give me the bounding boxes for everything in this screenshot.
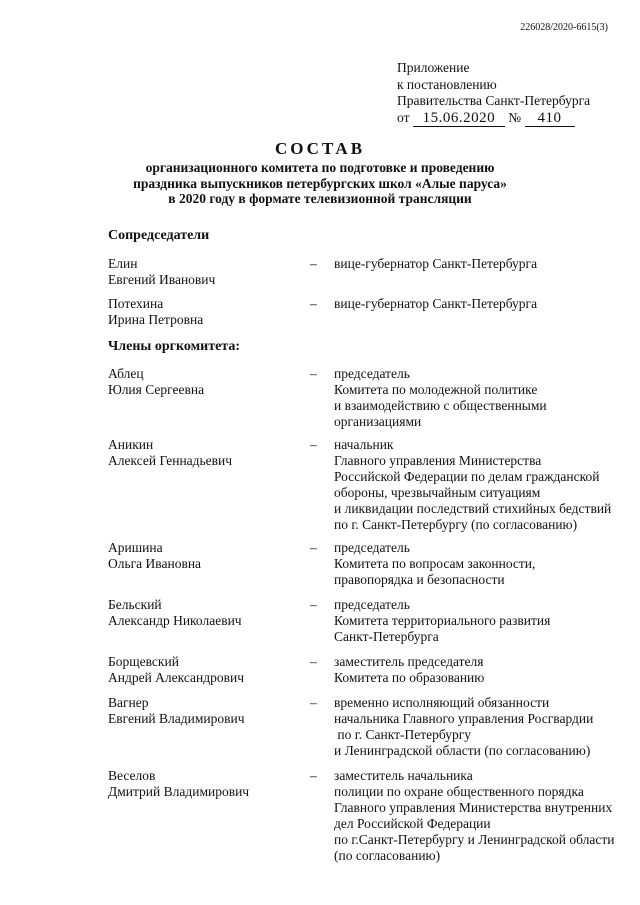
title-line-1: организационного комитета по подготовке и проведению — [145, 160, 495, 175]
appendix-line-2: к постановлению — [397, 76, 497, 92]
position-line: и ликвидации последствий стихийных бедствий — [334, 501, 612, 516]
position-line: председатель — [334, 540, 410, 555]
member-name — [108, 768, 298, 800]
position-line: по г. Санкт-Петербургу — [334, 727, 472, 742]
position-line: Комитета по вопросам законности, — [334, 556, 536, 571]
member-surname: Вагнер — [108, 695, 149, 710]
position-line: начальника Главного управления Росгвардии — [334, 711, 594, 726]
member-name — [108, 437, 298, 469]
dash-separator: – — [310, 296, 317, 311]
appendix-block — [397, 60, 590, 127]
member-surname: Аникин — [108, 437, 154, 452]
appendix-date-line — [397, 110, 590, 127]
member-surname: Веселов — [108, 768, 156, 783]
position-line: временно исполняющий обязанности — [334, 695, 550, 710]
dash-separator: – — [310, 256, 317, 271]
position-line: вице-губернатор Санкт-Петербурга — [334, 296, 538, 311]
position-line: организациями — [334, 414, 422, 429]
dash-separator: – — [310, 654, 317, 669]
resolution-date: 15.06.2020 — [413, 111, 505, 127]
number-label: № — [508, 109, 522, 125]
position-line: Санкт-Петербурга — [334, 629, 439, 644]
position-line: по г. Санкт-Петербургу (по согласованию) — [334, 517, 578, 532]
title-block — [0, 138, 640, 207]
position-line: заместитель председателя — [334, 654, 484, 669]
member-name — [108, 366, 298, 398]
member-name — [108, 597, 298, 629]
dash-separator: – — [310, 540, 317, 555]
member-given-name: Александр Николаевич — [108, 613, 242, 628]
member-position — [334, 695, 624, 759]
members-heading: Члены оргкомитета: — [108, 339, 241, 354]
member-position — [334, 540, 624, 588]
member-given-name: Юлия Сергеевна — [108, 382, 205, 397]
member-given-name: Дмитрий Владимирович — [108, 784, 250, 799]
member-position — [334, 654, 624, 686]
member-name — [108, 256, 298, 288]
dash-separator: – — [310, 695, 317, 710]
position-line: полиции по охране общественного порядка — [334, 784, 584, 799]
member-surname: Аришина — [108, 540, 163, 555]
member-given-name: Ирина Петровна — [108, 312, 204, 327]
position-line: дел Российской Федерации — [334, 816, 491, 831]
dash-separator: – — [310, 437, 317, 452]
member-surname: Потехина — [108, 296, 164, 311]
position-line: председатель — [334, 597, 410, 612]
dash-separator: – — [310, 768, 317, 783]
member-position — [334, 256, 624, 272]
position-line: по г.Санкт-Петербургу и Ленинградской области — [334, 832, 615, 847]
title-line-2: праздника выпускников петербургских школ «Алые паруса» — [133, 175, 507, 191]
member-surname: Борщевский — [108, 654, 179, 669]
member-position — [334, 296, 624, 312]
position-line: Комитета территориального развития — [334, 613, 551, 628]
page-title: СОСТАВ — [274, 139, 366, 158]
position-line: (по согласованию) — [334, 848, 441, 863]
appendix-line-1: Приложение — [397, 60, 470, 75]
position-line: обороны, чрезвычайным ситуациям — [334, 485, 541, 500]
position-line: вице-губернатор Санкт-Петербурга — [334, 256, 538, 271]
dash-separator: – — [310, 597, 317, 612]
member-surname: Елин — [108, 256, 138, 271]
position-line: Главного управления Министерства — [334, 453, 542, 468]
member-given-name: Евгений Иванович — [108, 272, 216, 287]
resolution-number: 410 — [525, 111, 575, 127]
dash-separator: – — [310, 366, 317, 381]
position-line: Комитета по молодежной политике — [334, 382, 538, 397]
position-line: Комитета по образованию — [334, 670, 485, 685]
member-surname: Бельский — [108, 597, 162, 612]
from-label: от — [397, 109, 410, 125]
position-line: начальник — [334, 437, 394, 452]
position-line: и взаимодействию с общественными — [334, 398, 547, 413]
member-position — [334, 597, 624, 645]
member-name — [108, 654, 298, 686]
member-position — [334, 437, 624, 533]
position-line: заместитель начальника — [334, 768, 473, 783]
position-line: председатель — [334, 366, 410, 381]
position-line: правопорядка и безопасности — [334, 572, 505, 587]
co-chairs-heading: Сопредседатели — [108, 228, 210, 243]
member-name — [108, 296, 298, 328]
member-given-name: Ольга Ивановна — [108, 556, 202, 571]
position-line: Российской Федерации по делам гражданской — [334, 469, 600, 484]
member-name — [108, 695, 298, 727]
document-number: 226028/2020-6615(3) — [520, 22, 608, 33]
member-name — [108, 540, 298, 572]
position-line: Главного управления Министерства внутренних — [334, 800, 613, 815]
member-given-name: Андрей Александрович — [108, 670, 245, 685]
position-line: и Ленинградской области (по согласованию) — [334, 743, 591, 758]
member-surname: Аблец — [108, 366, 144, 381]
appendix-line-3: Правительства Санкт-Петербурга — [397, 93, 591, 108]
member-position — [334, 768, 624, 864]
member-given-name: Евгений Владимирович — [108, 711, 245, 726]
member-given-name: Алексей Геннадьевич — [108, 453, 233, 468]
title-line-3: в 2020 году в формате телевизионной трансляции — [168, 191, 472, 206]
member-position — [334, 366, 624, 430]
